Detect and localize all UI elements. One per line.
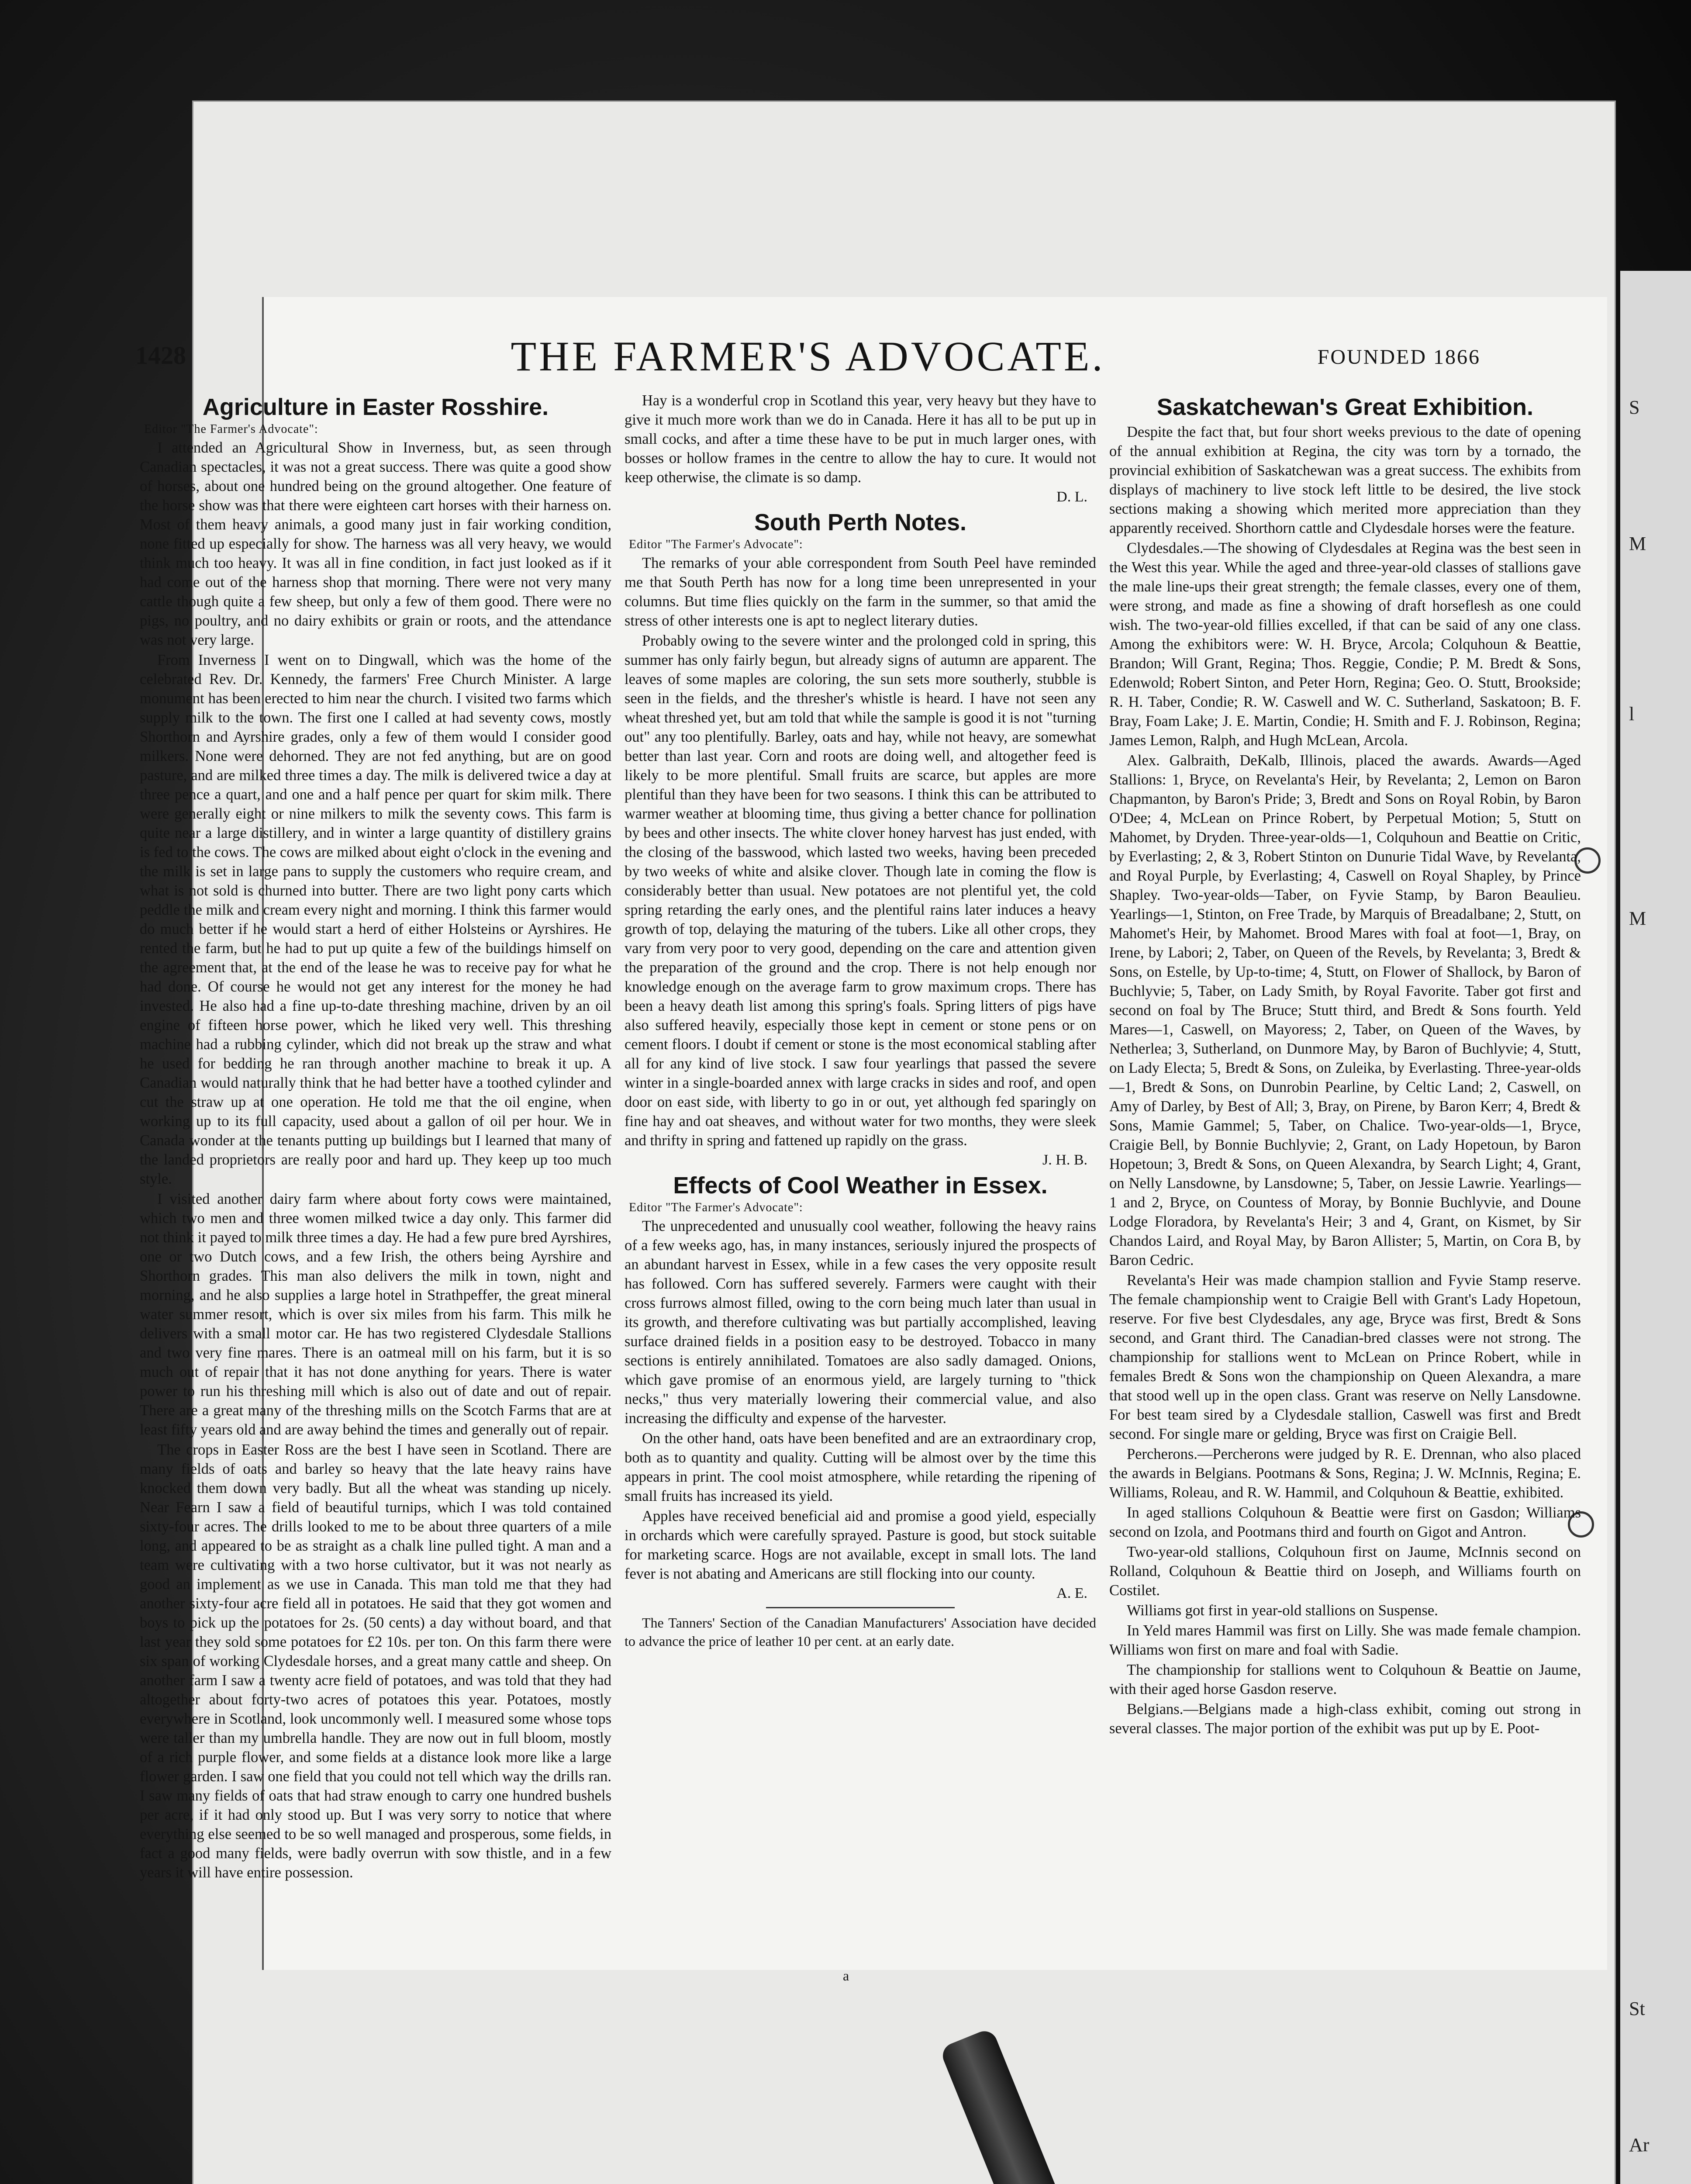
paragraph: Apples have received beneficial aid and promise a good yield, especially in orchards which were carefully sprayed. Pasture is good, but stock suitable for marketing scarce. Hogs are not available, except in small lots. The land fever is not abating and Americans are still flocking into our county. bbox=[625, 1508, 1096, 1582]
paragraph: Probably owing to the severe winter and the prolonged cold in spring, this summer has only fairly begun, but already signs of autumn are apparent. The leaves of some maples are coloring, the sun sets more southerly, stubble is seen in the fields, and the thresher's whistle is heard. I have not seen any wheat threshed yet, but am told that while the sample is good it is not "turning out" any too plentifully. Barley, oats and hay, while not heavy, are somewhat better than last year. Corn and roots are doing well, and altogether feed is likely to be more plentiful. Small fruits are scarce, but apples are more plentiful than they have been for two seasons. I think this can be attributed to warmer weather at blooming time, thus giving a better chance for pollination by bees and other insects. The white clover honey harvest has just ended, with the closing of the basswood, which lasted two weeks, having been preceded by two weeks of white and alsike clover. Though late in coming the flow is considerably better than usual. New potatoes are not plentiful yet, the cold spring retarding the early ones, and the plentiful rains later induces a heavy growth of top, delaying the maturing of the tubers. Like all other crops, they vary from very poor to very good, depending on the care and attention given the preparation of the ground and the crop. There is not help enough nor knowledge enough on the average farm to grow maximum crops. There has been a heavy death list among this spring's foals. Spring litters of pigs have also suffered heavily, especially those kept in cement or stone pens or on cement floors. I doubt if cement or stone is the most economical stabling after all for any kind of live stock. I saw four yearlings that passed the severe winter in a single-boarded annex with large cracks in sides and roof, and open door on east side, with liberty to go in or out, yet although fed sparingly on fine hay and oat sheaves, and without water for two months, they were sleek and thrifty in spring and fattened up rapidly on the grass. bbox=[625, 632, 1096, 1149]
paragraph: I attended an Agricultural Show in Inverness, but, as seen through Canadian spectacles, it was not a great success. There was quite a good show of horses, about one hundred being on the ground altogether. One feature of the horse show was that there were eighteen cart horses with their harness on. Most of them heavy animals, a good many just in fair working condition, none fitted up especially for show. The harness was all very heavy, we would think much too heavy. It was all in fine condition, in fact just looked as if it had come out of the harness shop that morning. There were not very many cattle though quite a few sheep, but only a few of them good. There were no pigs, no poultry, and no dairy exhibits or grain or roots, and the attendance was not very large. bbox=[140, 439, 611, 648]
paragraph: In aged stallions Colquhoun & Beattie were first on Gasdon; Williams second on Izola, and Pootmans third and fourth on Gigot and Antron. bbox=[1109, 1504, 1581, 1540]
paragraph: Alex. Galbraith, DeKalb, Illinois, placed the awards. Awards—Aged Stallions: 1, Bryce, on Revelanta's Heir, by Revelanta; 2, Lemon on Baron Chapmanton, by Baron's Pride; 3, Bredt and Sons on Royal Robin, by Baron O'Dee; 4, McLean on Prince Robert, by Perpetual Motion; 5, Stutt on Mahomet, by Dryden. Three-year-olds—1, Colquhoun and Beattie on Critic, by Everlasting; 2, & 3, Robert Stinton on Dunurie Tidal Wave, by Revelanta, and Royal Purple, by Everlasting; 4, Caswell on Royal Shapley, by Prince Shapley. Two-year-olds—Taber, on Fyvie Stamp, by Baron Beaulieu. Yearlings—1, Stinton, on Free Trade, by Marquis of Breadalbane; 2, Stutt, on Mahomet's Heir, by Mahomet. Brood Mares with foal at foot—1, Bray, on Irene, by Labori; 2, Taber, on Queen of the Revels, by Revelanta; 3, Bredt & Sons, on Estelle, by Up-to-time; 4, Stutt, on Flower of Shallock, by Baron of Buchlyvie; 5, Taber, on Lady Smith, by Royal Favorite. Taber got first and second on foal by The Bruce; Stutt third, and Bredt & Sons fourth. Yeld Mares—1, Caswell, on Mayoress; 2, Taber, on Queen of the Waves, by Netherlea; 3, Sutherland, on Dunmore May, by Baron of Buchlyvie; 4, Stutt, on Lady Electa; 5, Bredt & Sons, on Zuleika, by Everlasting. Three-year-olds—1, Bredt & Sons, on Dunrobin Pearline, by Celtic Land; 2, Caswell, on Amy of Darley, by Best of All; 3, Bray, on Pirene, by Baron Kerr; 4, Bredt & Sons, Mamie Gammel; 5, Taber, on Chalice. Two-year-olds—1, Bryce, Craigie Bell, by Bonnie Buchlyvie; 2, Grant, on Lady Hopetoun, by Baron Hopetoun; 3, Bredt & Sons, on Queen Alexandra, by Search Light; 4, Grant, on Nelly Lansdowne, by Lansdowne; 5, Taber, on Jessie Lawrie. Yearlings—1 and 2, Bryce, on Countess of Moray, by Bonnie Buchlyvie, and Doune Lodge Floradora, by Revelanta's Heir; 3 and 4, Grant, on Kismet, by Sir Chandos Laird, and Royal May, by Baron Allister; 5, Martin, on Cora B, by Baron Cedric. bbox=[1109, 752, 1581, 1268]
column-3 bbox=[1109, 391, 1581, 1937]
article bbox=[140, 394, 611, 1882]
article-body-continued bbox=[625, 391, 1096, 487]
footnote: The Tanners' Section of the Canadian Manufacturers' Association have decided to advance the price of leather 10 per cent. at an early date. bbox=[625, 1615, 1096, 1649]
masthead-title: THE FARMER'S ADVOCATE. bbox=[511, 333, 1105, 380]
paragraph: Revelanta's Heir was made champion stallion and Fyvie Stamp reserve. The female championship went to Craigie Bell with Grant's Lady Hopetoun, reserve. For five best Clydesdales, any age, Bryce was first, Bredt & Sons second, and Grant third. The Canadian-bred classes were not strong. The championship for stallions went to McLean on Prince Robert, while in females Bredt & Sons won the championship on Queen Alexandra, a mare that stood well up in the open class. Grant was reserve on Nelly Lansdowne. For best team sired by a Clydesdale stallion, Caswell was first and Bredt second. For single mare or gelding, Bryce was first on Craigie Bell. bbox=[1109, 1272, 1581, 1442]
editor-line: Editor "The Farmer's Advocate": bbox=[629, 1201, 803, 1214]
paragraph: I visited another dairy farm where about forty cows were maintained, which two men and three women milked twice a day only. This farmer did not think it payed to milk three times a day. He had a few pure bred Ayrshires, one or two Dutch cows, and a few Irish, the others being Ayrshire and Shorthorn grades. This man also delivers the milk in town, night and morning, and he also supplies a large hotel in Strathpeffer, the great mineral water summer resort, which is over six miles from his farm. This milk he delivers with a small motor car. He has two registered Clydesdale Stallions and two very fine mares. There is an oatmeal mill on his farm, but it is so much out of repair that it has not done anything for years. There is water power to run his threshing mill which is also out of date and out of repair. There are a great many of the threshing mills on the Scotch Farms that are at least fifty years old and are away behind the times and generally out of repair. bbox=[140, 1191, 611, 1438]
column-2 bbox=[625, 391, 1096, 1937]
page-header bbox=[135, 332, 1480, 384]
article-title: South Perth Notes. bbox=[754, 509, 967, 536]
article-title: Saskatchewan's Great Exhibition. bbox=[1156, 394, 1534, 420]
paragraph: Two-year-old stallions, Colquhoun first on Jaume, McInnis second on Rolland, Colquhoun & Beattie third on Joseph, and Williams fourth on Costilet. bbox=[1109, 1544, 1581, 1599]
paragraph: From Inverness I went on to Dingwall, which was the home of the celebrated Rev. Dr. Kennedy, the farmers' Free Church Minister. A large monument has been erected to him near the church. I visited two farms which supply milk to the town. The first one I called at had seventy cows, mostly Shorthorn and Ayrshire grades, only a few of them would I consider good milkers. None were dehorned. They are not fed anything, but are on good pasture, and are milked three times a day. The milk is delivered twice a day at three pence a quart, and one and a half pence per quart for skim milk. There were generally eight or nine milkers to milk the seventy cows. This farm is quite near a large distillery, and in winter a large quantity of distillery grains is fed to the cows. The cows are milked about eight o'clock in the evening and the milk is set in large pans to supply the customers who require cream, and what is not sold is churned into butter. There are two light pony carts which peddle the milk and cream every night and morning. I think this farmer would do much better if he would start a herd of either Holsteins or Ayrshires. He rented the farm, but he had to put up quite a few of the buildings himself on the agreement that, at the end of the lease he was to receive pay for what he had done. Of course he would not get any interest for the money he had invested. He also had a fine up-to-date threshing machine, driven by an oil engine of fifteen horse power, which he liked very well. This threshing machine had a rubbing cylinder, which did not break up the straw and what he used for bedding he ran through another machine to break it up. A Canadian would naturally think that he had better have a toothed cylinder and cut the straw up at one operation. He told me that the oil engine, when working up to its full capacity, used about a gallon of oil per hour. We in Canada wonder at the tenants putting up buildings but I learned that many of the landed proprietors are really poor and hard up. They keep up too much style. bbox=[140, 652, 611, 1187]
article-body bbox=[1109, 422, 1581, 1738]
adjacent-page-fragments: S M l M St Ar bbox=[1629, 397, 1650, 2156]
founded-note: FOUNDED 1866 bbox=[1317, 346, 1480, 369]
paragraph: Belgians.—Belgians made a high-class exhibit, coming out strong in several classes. The major portion of the exhibit was put up by E. Poot- bbox=[1109, 1701, 1581, 1737]
sheet-signature-mark: a bbox=[843, 1968, 849, 1984]
paragraph: Clydesdales.—The showing of Clydesdales at Regina was the best seen in the West this year. While the aged and three-year-old classes of stallions gave the male line-ups their great strength; the female classes, every one of them, were strong, and made as fine a showing of draft horseflesh as one could wish. The two-year-old fillies excelled, if that can be said of any one class. Among the exhibitors were: W. H. Bryce, Arcola; Colquhoun & Beattie, Brandon; Will Grant, Regina; Thos. Reggie, Condie; P. M. Bredt & Sons, Edenwold; Robert Sinton, and Peter Horn, Regina; Geo. O. Stutt, Brookside; R. H. Taber, Condie; R. W. Caswell and W. C. Sutherland, Saskatoon; B. F. Bray, Foam Lake; J. E. Martin, Condie; H. Smith and F. J. Robinson, Regina; James Lemon, Ralph, and Hugh McLean, Arcola. bbox=[1109, 540, 1581, 749]
paragraph: The championship for stallions went to Colquhoun & Beattie on Jaume, with their aged horse Gasdon reserve. bbox=[1109, 1662, 1581, 1697]
divider bbox=[766, 1607, 955, 1608]
article-body bbox=[625, 1216, 1096, 1583]
editor-line: Editor "The Farmer's Advocate": bbox=[629, 538, 803, 551]
editor-line: Editor "The Farmer's Advocate": bbox=[144, 422, 318, 436]
paragraph: On the other hand, oats have been benefited and are an extraordinary crop, both as to quantity and quality. Cutting will be almost over by the time this appears in print. The cool moist atmosphere, while retarding the ripening of small fruits has increased its yield. bbox=[625, 1430, 1096, 1504]
paragraph: Hay is a wonderful crop in Scotland this year, very heavy but they have to give it much more work than we do in Canada. Here it has all to be put up in small cocks, and after a time these have to be put in much larger ones, with bosses or hollow frames in the centre to allow the hay to cure. It would not keep otherwise, the climate is so damp. bbox=[625, 392, 1096, 486]
column-1 bbox=[140, 391, 611, 1937]
article-body bbox=[140, 438, 611, 1882]
article bbox=[625, 509, 1096, 1168]
article bbox=[625, 1172, 1096, 1602]
article-body bbox=[625, 553, 1096, 1150]
article-columns bbox=[140, 391, 1616, 1937]
paragraph: Percherons.—Percherons were judged by R. E. Drennan, who also placed the awards in Belgians. Pootmans & Sons, Regina; J. W. McInnis, Regina; E. Williams, Roleau, and R. W. Hammil, and Colquhoun & Beattie, exhibited. bbox=[1109, 1446, 1581, 1501]
article bbox=[1109, 394, 1581, 1738]
paragraph: Despite the fact that, but four short weeks previous to the date of opening of the annual exhibition at Regina, the city was torn by a tornado, the provincial exhibition of Saskatchewan was a great success. The exhibits from displays of machinery to live stock left little to be desired, the live stock sections making a showing which merited more appreciation than they apparently received. Shorthorn cattle and Clydesdale horses were the feature. bbox=[1109, 424, 1581, 536]
signature: A. E. bbox=[1056, 1585, 1087, 1601]
paragraph: In Yeld mares Hammil was first on Lilly. She was made female champion. Williams won first on mare and foal with Sadie. bbox=[1109, 1622, 1581, 1658]
article-title: Agriculture in Easter Rosshire. bbox=[202, 394, 549, 420]
adjacent-page-edge bbox=[1620, 271, 1691, 2184]
signature: J. H. B. bbox=[1042, 1152, 1087, 1168]
paragraph: The unprecedented and unusually cool weather, following the heavy rains of a few weeks ago, has, in many instances, seriously injured the prospects of an abundant harvest in Essex, while in a few cases the very opposite result has followed. Corn has suffered severely. Farmers were caught with their cross furrows almost filled, owing to the corn being much later than usual in its growth, and therefore cultivating was but partially accomplished, leaving surface drained fields in a position easy to be destroyed. Tobacco in many sections is entirely annihilated. Tomatoes are also sadly damaged. Onions, which gave promise of an enormous yield, are largely turning to "thick necks," thus very materially lowering their commercial value, and also increasing the difficulty and expense of the harvester. bbox=[625, 1218, 1096, 1427]
page-number: 1428 bbox=[135, 341, 186, 370]
paragraph: The crops in Easter Ross are the best I have seen in Scotland. There are many fields of oats and barley so heavy that the late heavy rains have knocked them down very badly. But all the wheat was standing up nicely. Near Fearn I saw a field of beautiful turnips, which I was told contained sixty-four acres. The drills looked to me to be about three quarters of a mile long, and appeared to be as straight as a chalk line pulled tight. A man and a team were cultivating with a two horse cultivator, but it was not nearly as good an implement as we use in Canada. This man told me that they had another sixty-four acre field all in potatoes. He said that they got women and boys to pick up the potatoes for 2s. (50 cents) a day without board, and that last year they sold some potatoes for £2 10s. per ton. On this farm there were six span of working Clydesdale horses, and a great many cattle and sheep. On another farm I saw a twenty acre field of potatoes, and was told that they had altogether about forty-two acres of potatoes this year. Potatoes, mostly everywhere in Scotland, look uncommonly well. I measured some whose tops were taller than my umbrella handle. They are now out in full bloom, mostly of a rich purple flower, and some fields at a distance look more like a large flower garden. I saw one field that you could not tell which way the drills ran. I saw many fields of oats that had straw enough to carry one hundred bushels per acre, if it had only stood up. But I was very sorry to notice that where everything else seemed to be so well managed and prosperous, some fields, in fact a good many fields, were badly overrun with sow thistle, and in a few years it will have entire possession. bbox=[140, 1441, 611, 1881]
signature: D. L. bbox=[1056, 489, 1087, 505]
paragraph: The remarks of your able correspondent from South Peel have reminded me that South Perth has now for a long time been unrepresented in your columns. But time flies quickly on the farm in the summer, so that amid the stress of other interests one is apt to neglect literary duties. bbox=[625, 555, 1096, 629]
paragraph: Williams got first in year-old stallions on Suspense. bbox=[1127, 1602, 1438, 1619]
article-title: Effects of Cool Weather in Essex. bbox=[673, 1172, 1048, 1199]
